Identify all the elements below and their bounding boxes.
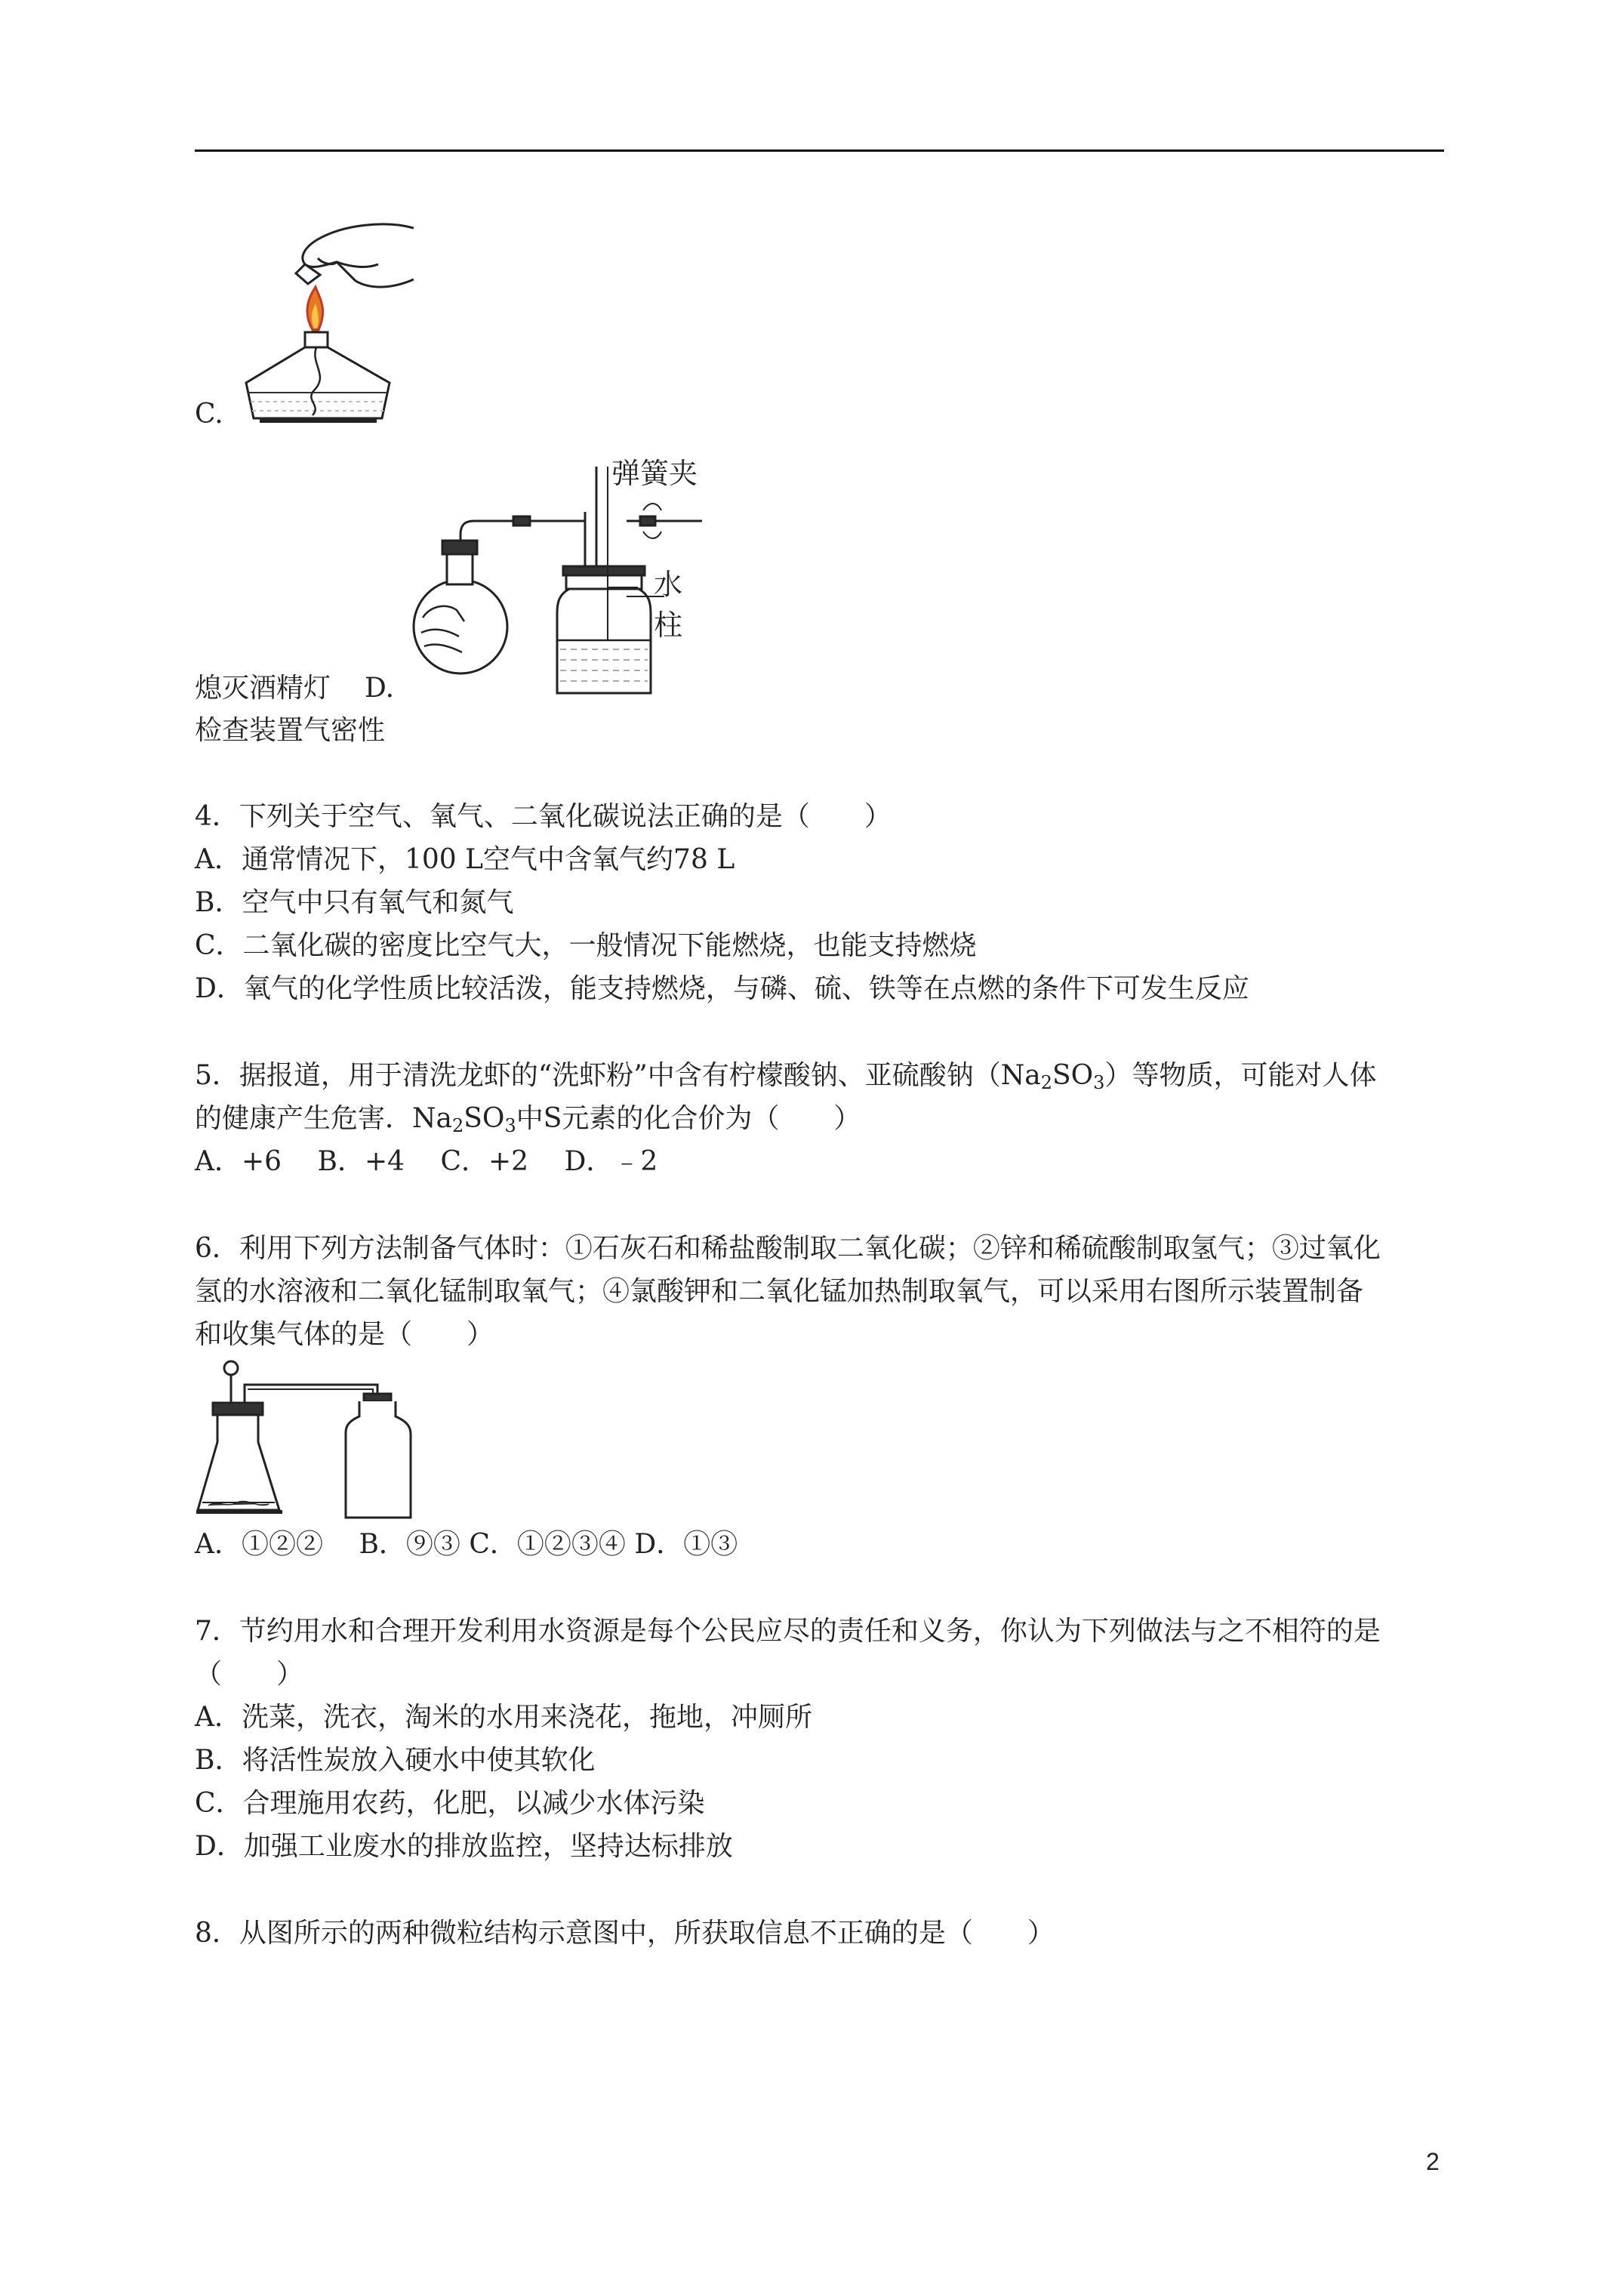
q4-option-c: C．二氧化碳的密度比空气大，一般情况下能燃烧，也能支持燃烧 xyxy=(195,930,977,961)
figure-d-label-water-2: 柱 xyxy=(654,609,683,642)
q3-c-caption: 熄灭酒精灯 xyxy=(195,673,331,704)
figure-q6-gas-apparatus xyxy=(195,1359,421,1524)
q3-d-caption: 检查装置气密性 xyxy=(195,715,386,746)
header-rule xyxy=(195,149,1444,152)
q4-option-a: A．通常情况下，100 L空气中含氧气约78 L xyxy=(195,844,735,875)
q5-line1-part-a: 5．据报道，用于清洗龙虾的“洗虾粉”中含有柠檬酸钠、亚硫酸钠（Na xyxy=(195,1060,1041,1091)
q7-line-2: （ ） xyxy=(195,1659,304,1690)
q6-line-2: 氢的水溶液和二氧化锰制取氧气；④氯酸钾和二氧化锰加热制取氧气，可以采用右图所示装置制备 xyxy=(195,1276,1364,1307)
q4-option-d: D．氧气的化学性质比较活泼，能支持燃烧，与磷、硫、铁等在点燃的条件下可发生反应 xyxy=(195,973,1249,1004)
q6-options: A．①②② B．⑨③ C．①②③④ D．①③ xyxy=(195,1529,738,1560)
page-number: 2 xyxy=(1426,2148,1440,2175)
q7-line-1: 7．节约用水和合理开发利用水资源是每个公民应尽的责任和义务，你认为下列做法与之不相符的是 xyxy=(195,1616,1381,1647)
figure-c-alcohol-lamp xyxy=(223,220,414,424)
figure-d-label-water-1: 水 xyxy=(654,568,683,601)
q8-stem: 8．从图所示的两种微粒结构示意图中，所获取信息不正确的是（ ） xyxy=(195,1918,1055,1949)
q3-c-label: C. xyxy=(195,399,223,430)
q5-line1-part-c: ）等物质，可能对人体 xyxy=(1104,1060,1377,1091)
q4-option-b: B．空气中只有氧气和氮气 xyxy=(195,887,514,918)
q7-option-c: C．合理施用农药，化肥，以减少水体污染 xyxy=(195,1788,705,1819)
figure-d-label-clip: 弹簧夹 xyxy=(611,457,698,490)
q7-option-b: B．将活性炭放入硬水中使其软化 xyxy=(195,1745,596,1776)
q3-d-label: D. xyxy=(365,673,395,704)
q5-line-1 xyxy=(195,1059,1376,1093)
q7-option-a: A．洗菜，洗衣，淘米的水用来浇花，拖地，冲厕所 xyxy=(195,1702,812,1733)
q4-stem: 4．下列关于空气、氧气、二氧化碳说法正确的是（ ） xyxy=(195,801,892,832)
q5-line2-sub-1: 2 xyxy=(451,1115,464,1136)
q5-line2-part-a: 的健康产生危害．Na xyxy=(195,1103,452,1134)
q5-options: A．+6 B．+4 C．+2 D．﹣2 xyxy=(195,1146,658,1177)
q5-line2-part-b: SO xyxy=(463,1103,505,1134)
q7-option-d: D．加强工业废水的排放监控，坚持达标排放 xyxy=(195,1831,733,1862)
q5-line1-part-b: SO xyxy=(1052,1060,1094,1091)
q5-line2-part-c: 中S元素的化合价为（ ） xyxy=(516,1103,861,1134)
q5-line2-sub-2: 3 xyxy=(504,1115,516,1136)
q6-line-1: 6．利用下列方法制备气体时：①石灰石和稀盐酸制取二氧化碳；②锌和稀硫酸制取氢气；③过氧化 xyxy=(195,1233,1381,1264)
q5-line1-sub-1: 2 xyxy=(1040,1072,1052,1093)
q6-line-3: 和收集气体的是（ ） xyxy=(195,1319,494,1350)
q5-line1-sub-2: 3 xyxy=(1093,1072,1105,1093)
q5-line-2 xyxy=(195,1102,861,1136)
